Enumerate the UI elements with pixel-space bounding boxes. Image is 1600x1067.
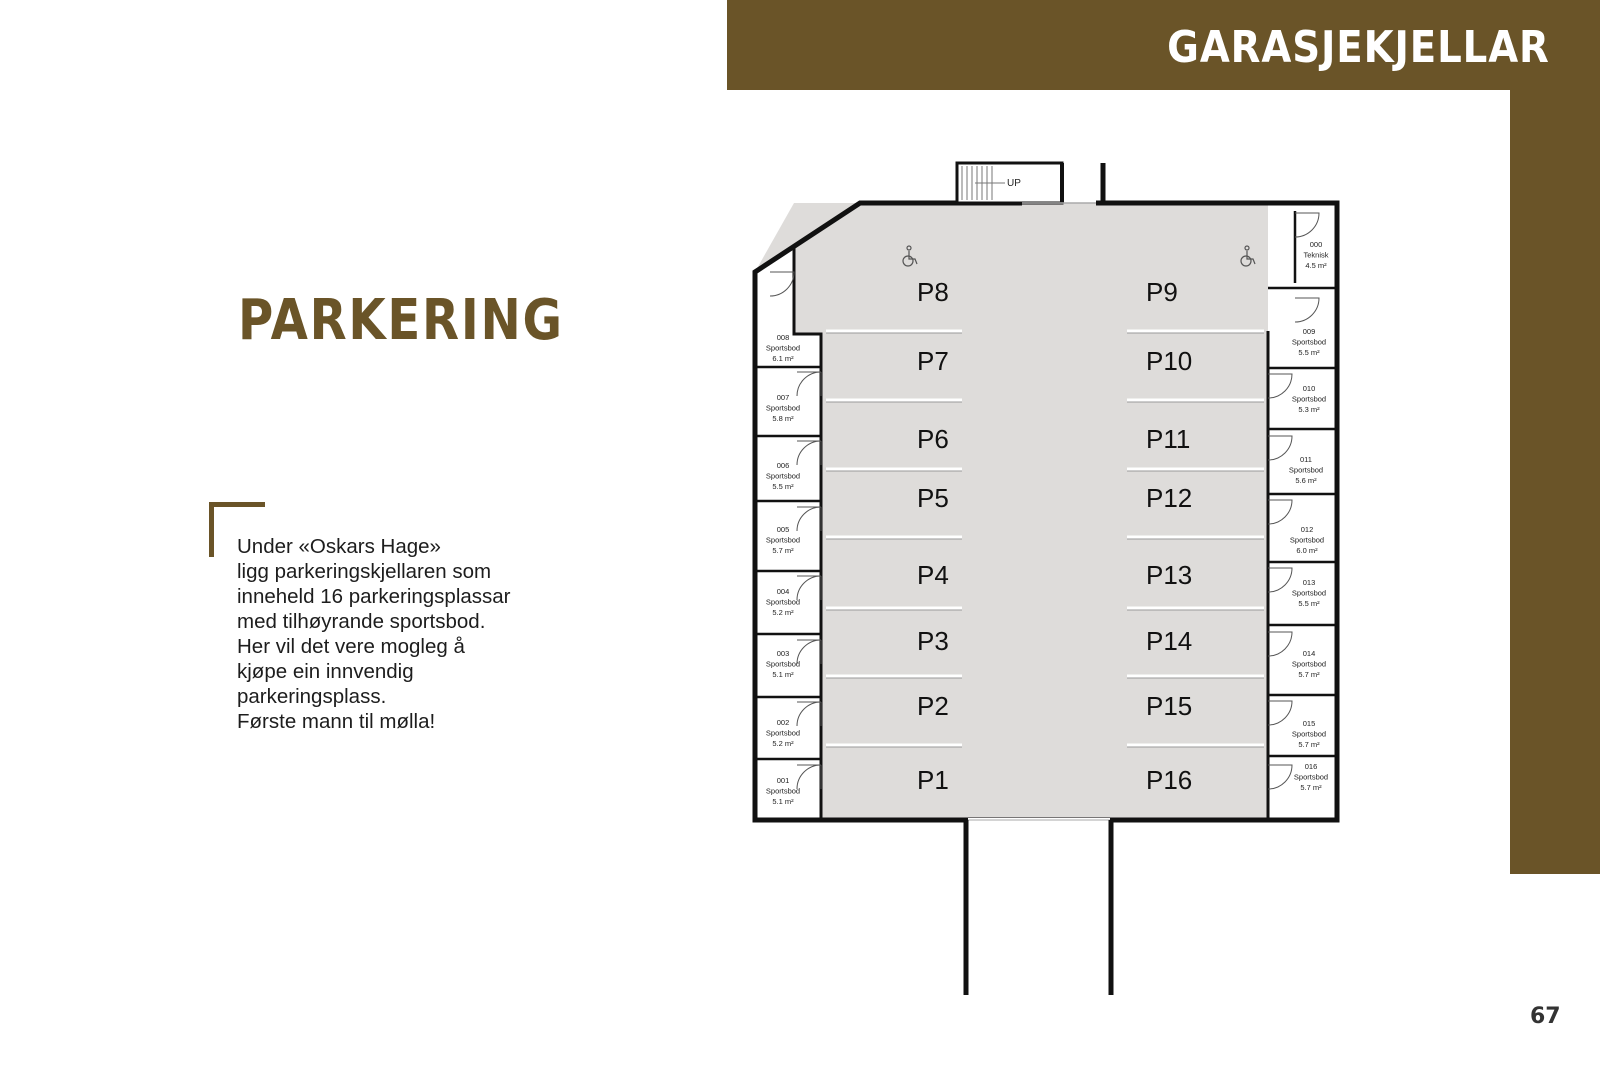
intro-line: kjøpe ein innvendig	[237, 660, 414, 683]
parking-slot-label: P4	[917, 560, 949, 590]
room-number: 003	[776, 649, 790, 658]
room-number: 011	[1300, 455, 1312, 464]
room-name: Sportsbod	[1291, 394, 1327, 404]
parking-slot-label: P6	[917, 424, 949, 454]
room-number: 008	[776, 333, 790, 342]
room-name: Sportsbod	[765, 728, 801, 738]
parking-slot-label: P14	[1146, 626, 1193, 656]
room-name: Sportsbod	[765, 659, 801, 669]
room-number: 002	[776, 718, 790, 727]
section-title: PARKERING	[238, 288, 564, 353]
room-area: 4.5 m²	[1305, 261, 1327, 270]
room-name: Sportsbod	[1291, 337, 1327, 347]
parking-slot-label: P8	[917, 277, 949, 307]
room-area: 5.8 m²	[772, 414, 794, 423]
room-area: 5.3 m²	[1298, 405, 1320, 414]
parking-slot-label: P15	[1146, 691, 1193, 721]
room-area: 6.1 m²	[772, 354, 794, 363]
intro-line: Under «Oskars Hage»	[237, 535, 441, 558]
room-area: 5.7 m²	[772, 546, 794, 555]
room-number: 001	[776, 776, 790, 785]
room-number: 006	[776, 461, 790, 470]
parking-slot-label: P5	[917, 483, 949, 513]
room-number: 014	[1302, 649, 1316, 658]
floorplan-structure	[755, 163, 1337, 995]
room-area: 5.2 m²	[772, 608, 794, 617]
room-number: 015	[1302, 719, 1316, 728]
room-number: 000	[1309, 240, 1323, 249]
parking-slot-label: P13	[1146, 560, 1193, 590]
room-area: 5.2 m²	[772, 739, 794, 748]
intro-line: inneheld 16 parkeringsplassar	[237, 585, 511, 608]
room-area: 5.1 m²	[772, 670, 794, 679]
room-number: 005	[776, 525, 790, 534]
room-number: 010	[1302, 384, 1316, 393]
intro-line: med tilhøyrande sportsbod.	[237, 610, 486, 633]
room-area: 5.5 m²	[1298, 599, 1320, 608]
intro-line: parkeringsplass.	[237, 685, 387, 708]
room-name: Sportsbod	[765, 403, 801, 413]
room-name: Sportsbod	[1293, 772, 1329, 782]
room-name: Sportsbod	[1291, 659, 1327, 669]
parking-slot-label: P9	[1146, 277, 1178, 307]
parking-slot-label: P2	[917, 691, 949, 721]
room-number: 013	[1302, 578, 1316, 587]
intro-line: Her vil det vere mogleg å	[237, 635, 465, 658]
room-area: 5.1 m²	[772, 797, 794, 806]
room-number: 004	[776, 587, 790, 596]
room-name: Sportsbod	[765, 786, 801, 796]
room-area: 5.7 m²	[1300, 783, 1322, 792]
parking-slot-label: P10	[1146, 346, 1193, 376]
parking-slot-label: P1	[917, 765, 949, 795]
room-number: 009	[1302, 327, 1316, 336]
room-area: 5.6 m²	[1295, 476, 1317, 485]
room-area: 5.7 m²	[1298, 740, 1320, 749]
parking-slot-label: P12	[1146, 483, 1193, 513]
room-name: Teknisk	[1303, 250, 1329, 260]
room-area: 5.5 m²	[772, 482, 794, 491]
room-name: Sportsbod	[1289, 535, 1325, 545]
room-name: Sportsbod	[765, 343, 801, 353]
room-name: Sportsbod	[1291, 729, 1327, 739]
room-area: 5.7 m²	[1298, 670, 1320, 679]
parking-slot-label: P3	[917, 626, 949, 656]
parking-slot-label: P11	[1146, 424, 1191, 454]
parking-slot-label: P7	[917, 346, 949, 376]
parking-slot-label: P16	[1146, 765, 1193, 795]
room-number: 007	[776, 393, 790, 402]
intro-line: Første mann til mølla!	[237, 710, 436, 733]
room-name: Sportsbod	[1288, 465, 1324, 475]
room-name: Sportsbod	[765, 535, 801, 545]
page-title: GARASJEKJELLAR	[1167, 22, 1550, 73]
intro-line: ligg parkeringskjellaren som	[237, 560, 492, 583]
room-number: 016	[1304, 762, 1318, 771]
floor-area	[755, 203, 1337, 820]
room-area: 5.5 m²	[1298, 348, 1320, 357]
stair-label: UP	[1007, 178, 1021, 189]
room-name: Sportsbod	[765, 597, 801, 607]
room-area: 6.0 m²	[1296, 546, 1318, 555]
room-name: Sportsbod	[1291, 588, 1327, 598]
room-number: 012	[1300, 525, 1314, 534]
page-number: 67	[1530, 1004, 1561, 1029]
room-name: Sportsbod	[765, 471, 801, 481]
